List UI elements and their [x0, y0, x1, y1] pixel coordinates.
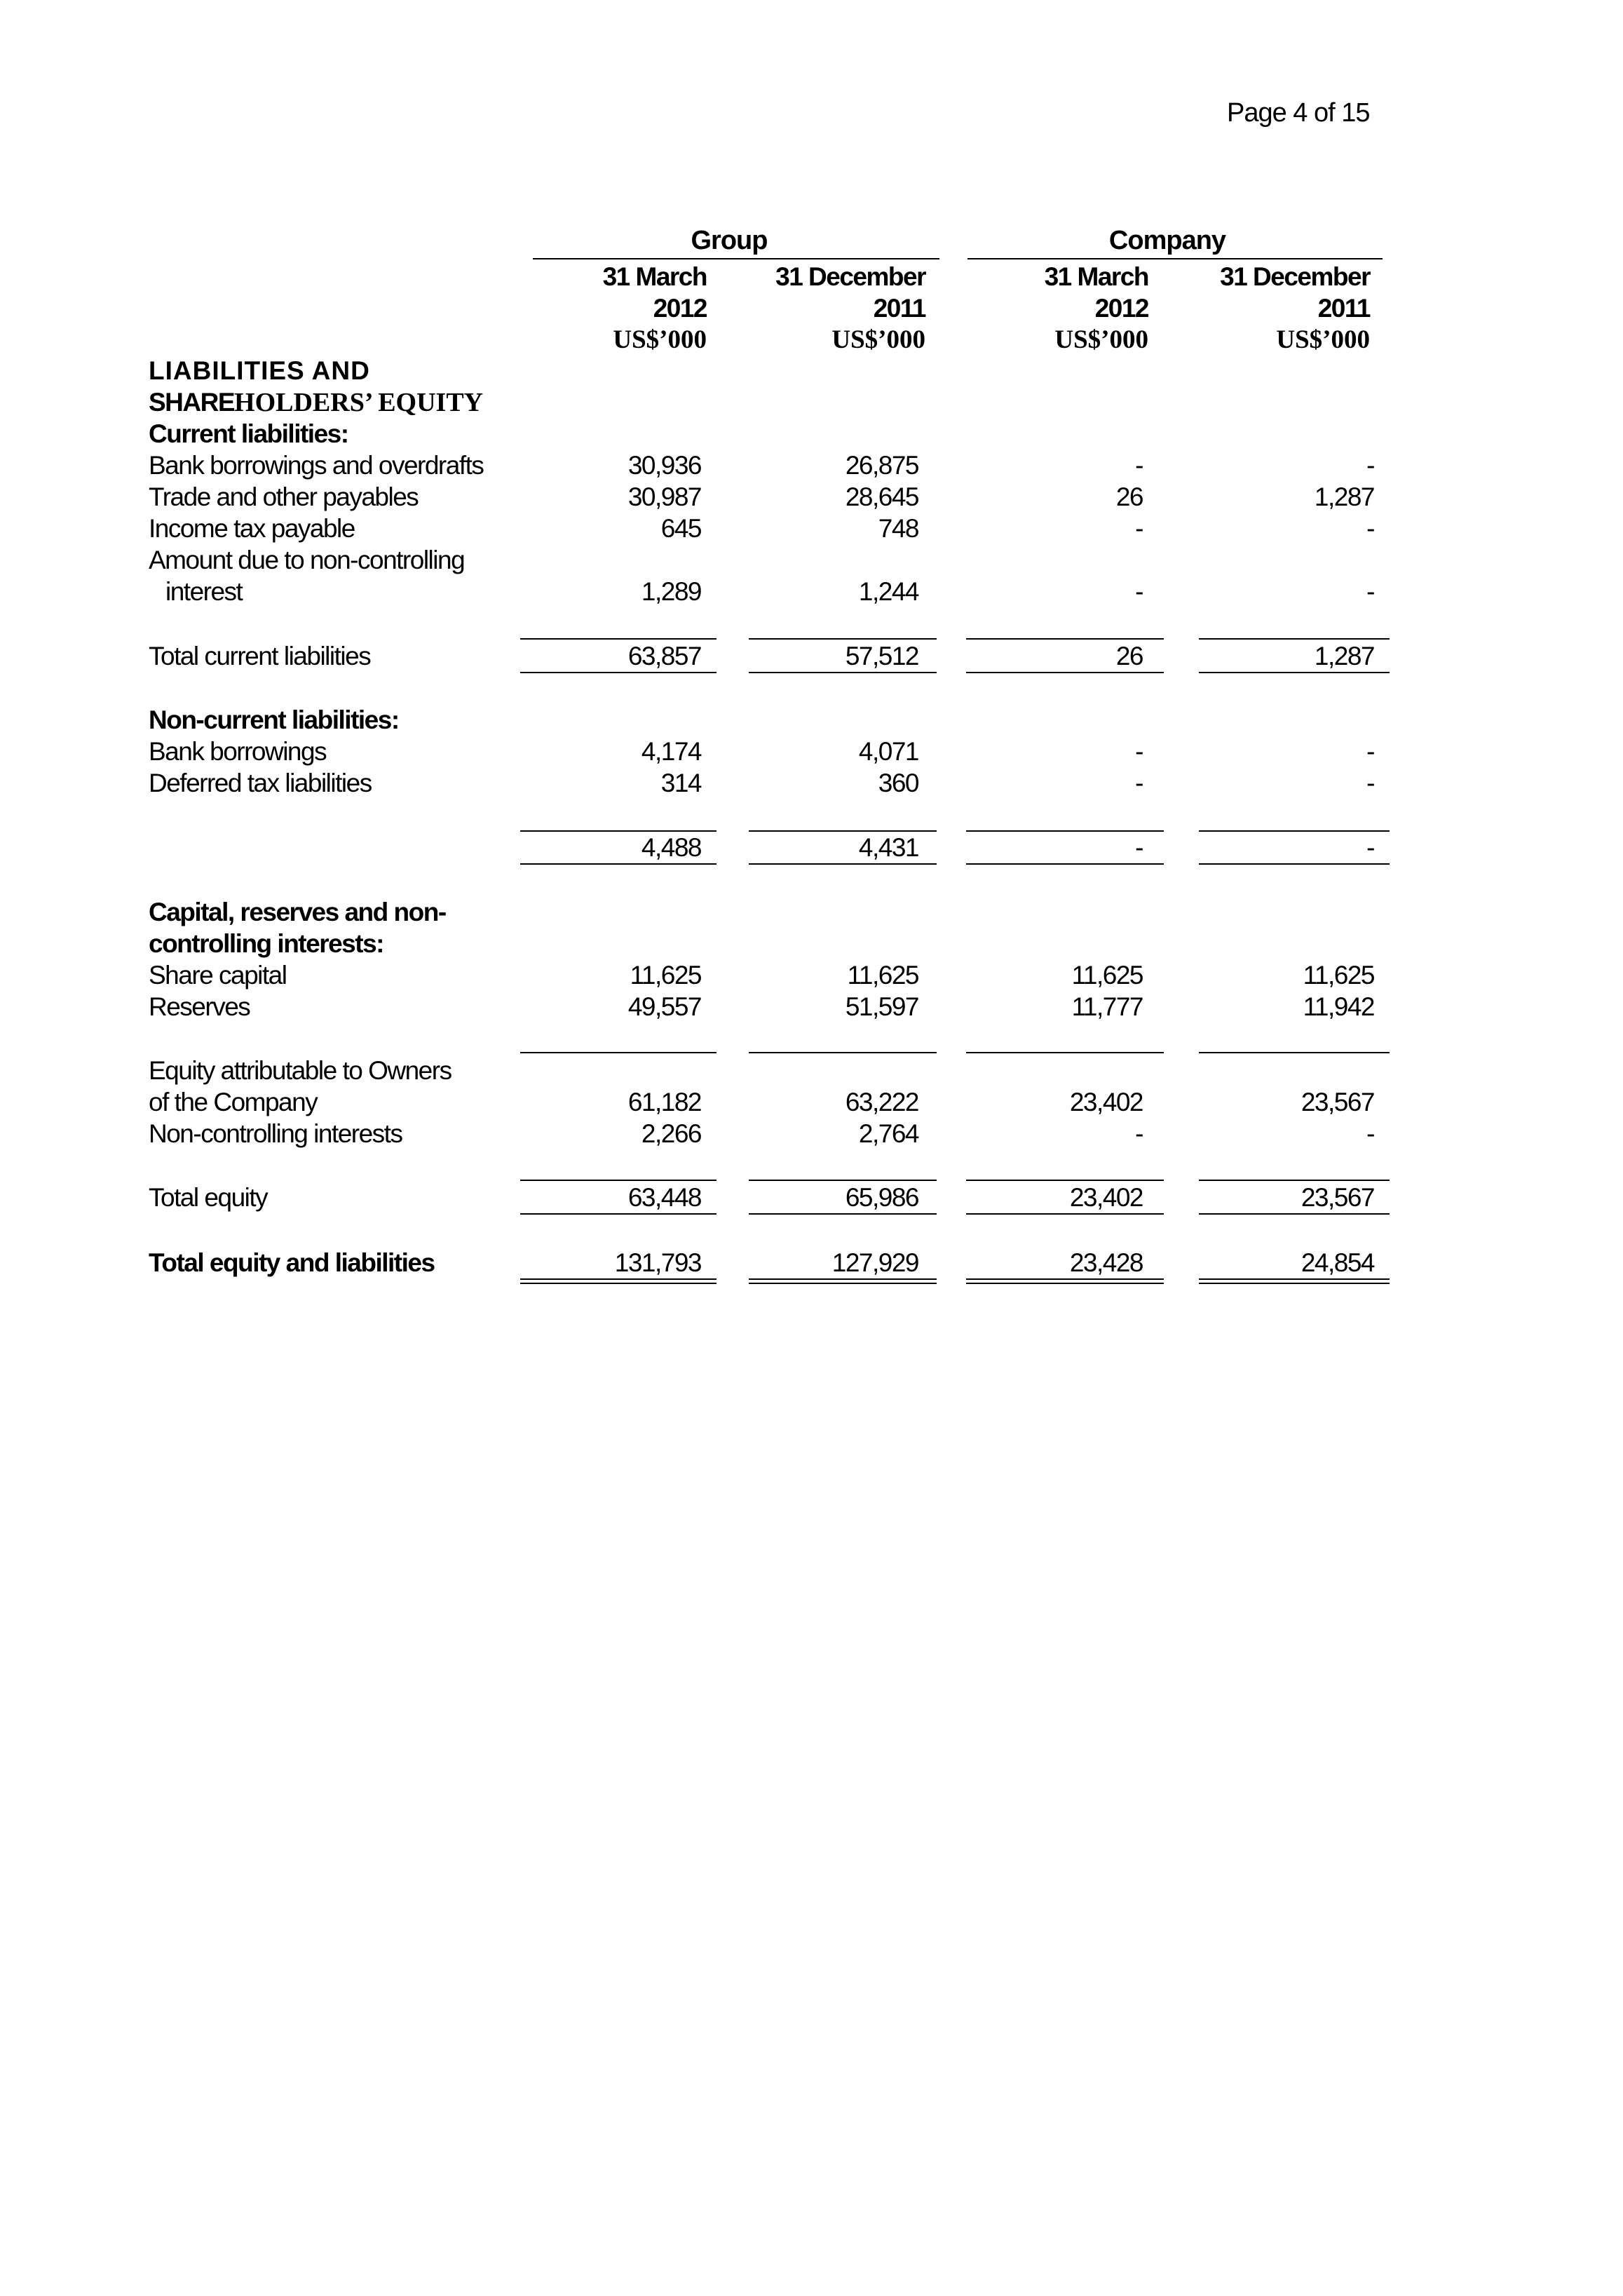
cell-value: -: [1366, 514, 1374, 543]
row-label: Bank borrowings and overdrafts: [149, 451, 484, 480]
cell-value: -: [1366, 451, 1374, 480]
cell-value: 11,625: [1071, 961, 1143, 990]
cell-value: 61,182: [627, 1088, 701, 1116]
row-label: Income tax payable: [149, 514, 355, 543]
cell-value: 1,287: [1314, 642, 1374, 670]
cell-value: -: [1366, 769, 1374, 797]
cell-value: 63,857: [627, 642, 701, 670]
cell-value: 57,512: [845, 642, 918, 670]
subtotal-rule-bottom: [1199, 1213, 1390, 1215]
grand-total-double-rule: [749, 1278, 937, 1284]
subtotal-rule-top: [749, 1052, 937, 1053]
subtotal-rule-top: [1199, 1052, 1390, 1053]
cell-value: -: [1366, 737, 1374, 766]
col-2-header: 31 December 2011 US$’000: [775, 262, 925, 354]
cell-value: 11,625: [847, 961, 918, 990]
group-header: Group: [691, 226, 768, 255]
cell-value: 24,854: [1301, 1248, 1374, 1277]
row-label: Non-controlling interests: [149, 1119, 402, 1148]
subtotal-rule-top: [520, 638, 717, 640]
cell-value: -: [1135, 451, 1143, 480]
cell-value: 51,597: [845, 992, 918, 1021]
current-liabilities-heading: Current liabilities:: [149, 419, 348, 448]
cell-value: 748: [878, 514, 918, 543]
row-label: Share capital: [149, 961, 287, 990]
row-label: Equity attributable to Owners: [149, 1056, 451, 1085]
cell-value: 360: [878, 769, 918, 797]
cell-value: -: [1366, 1119, 1374, 1148]
cell-value: 65,986: [845, 1183, 918, 1212]
company-header-rule: [967, 258, 1383, 259]
row-label: Amount due to non-controlling: [149, 546, 465, 574]
row-label: Trade and other payables: [149, 482, 419, 511]
cell-value: 63,222: [845, 1088, 918, 1116]
cell-value: -: [1135, 737, 1143, 766]
cell-value: 63,448: [627, 1183, 701, 1212]
cell-value: 1,287: [1314, 482, 1374, 511]
cell-value: 23,402: [1069, 1183, 1143, 1212]
col-4-header: 31 December 2011 US$’000: [1220, 262, 1370, 354]
capital-heading-line2: controlling interests:: [149, 929, 383, 958]
cell-value: -: [1366, 577, 1374, 606]
cell-value: 30,936: [627, 451, 701, 480]
subtotal-rule-bottom: [749, 863, 937, 865]
cell-value: 23,428: [1069, 1248, 1143, 1277]
cell-value: 11,625: [1303, 961, 1374, 990]
total-equity-and-liabilities-label: Total equity and liabilities: [149, 1248, 435, 1277]
subtotal-rule-bottom: [520, 672, 717, 673]
cell-value: -: [1135, 577, 1143, 606]
cell-value: -: [1135, 833, 1143, 862]
cell-value: 11,625: [630, 961, 701, 990]
cell-value: 131,793: [614, 1248, 701, 1277]
cell-value: 2,266: [641, 1119, 701, 1148]
subtotal-rule-bottom: [749, 1213, 937, 1215]
cell-value: 49,557: [627, 992, 701, 1021]
cell-value: 26: [1115, 482, 1143, 511]
cell-value: 23,567: [1301, 1183, 1374, 1212]
subtotal-rule-bottom: [1199, 863, 1390, 865]
grand-total-double-rule: [520, 1278, 717, 1284]
cell-value: 127,929: [831, 1248, 918, 1277]
cell-value: 645: [660, 514, 701, 543]
cell-value: 2,764: [858, 1119, 918, 1148]
section-title-line2: SHAREHOLDERS’ EQUITY: [149, 388, 484, 417]
col-1-header: 31 March 2012 US$’000: [602, 262, 707, 354]
cell-value: 1,244: [858, 577, 918, 606]
subtotal-rule-bottom: [520, 1213, 717, 1215]
subtotal-rule-top: [966, 638, 1164, 640]
cell-value: 23,402: [1069, 1088, 1143, 1116]
cell-value: 28,645: [845, 482, 918, 511]
subtotal-rule-bottom: [749, 672, 937, 673]
page-number: Page 4 of 15: [1227, 98, 1370, 128]
subtotal-rule-top: [1199, 638, 1390, 640]
subtotal-rule-top: [749, 638, 937, 640]
cell-value: 26,875: [845, 451, 918, 480]
subtotal-rule-bottom: [966, 1213, 1164, 1215]
row-label-continued: of the Company: [149, 1088, 318, 1116]
cell-value: 314: [660, 769, 701, 797]
row-label: Bank borrowings: [149, 737, 327, 766]
total-equity-label: Total equity: [149, 1183, 268, 1212]
subtotal-rule-top: [749, 1180, 937, 1181]
total-current-liabilities-label: Total current liabilities: [149, 642, 371, 670]
row-label-continued: interest: [165, 577, 243, 606]
cell-value: 23,567: [1301, 1088, 1374, 1116]
subtotal-rule-top: [1199, 1180, 1390, 1181]
row-label: Deferred tax liabilities: [149, 769, 372, 797]
cell-value: 11,942: [1303, 992, 1374, 1021]
company-header: Company: [1108, 226, 1226, 255]
subtotal-rule-top: [520, 1180, 717, 1181]
subtotal-rule-bottom: [520, 863, 717, 865]
subtotal-rule-bottom: [1199, 672, 1390, 673]
row-label: Reserves: [149, 992, 250, 1021]
subtotal-rule-bottom: [966, 672, 1164, 673]
subtotal-rule-top: [520, 1052, 717, 1053]
cell-value: -: [1135, 1119, 1143, 1148]
cell-value: -: [1135, 769, 1143, 797]
cell-value: -: [1366, 833, 1374, 862]
grand-total-double-rule: [1199, 1278, 1390, 1284]
cell-value: 4,431: [858, 833, 918, 862]
cell-value: 26: [1115, 642, 1143, 670]
grand-total-double-rule: [966, 1278, 1164, 1284]
capital-heading-line1: Capital, reserves and non-: [149, 898, 446, 926]
section-title-line1: LIABILITIES AND: [149, 356, 370, 385]
subtotal-rule-top: [966, 1052, 1164, 1053]
subtotal-rule-top: [966, 1180, 1164, 1181]
cell-value: 4,071: [858, 737, 918, 766]
col-3-header: 31 March 2012 US$’000: [1044, 262, 1148, 354]
subtotal-rule-bottom: [966, 863, 1164, 865]
cell-value: -: [1135, 514, 1143, 543]
cell-value: 11,777: [1071, 992, 1143, 1021]
group-header-rule: [533, 258, 939, 259]
cell-value: 30,987: [627, 482, 701, 511]
noncurrent-liabilities-heading: Non-current liabilities:: [149, 705, 399, 734]
cell-value: 4,174: [641, 737, 701, 766]
cell-value: 1,289: [641, 577, 701, 606]
cell-value: 4,488: [641, 833, 701, 862]
